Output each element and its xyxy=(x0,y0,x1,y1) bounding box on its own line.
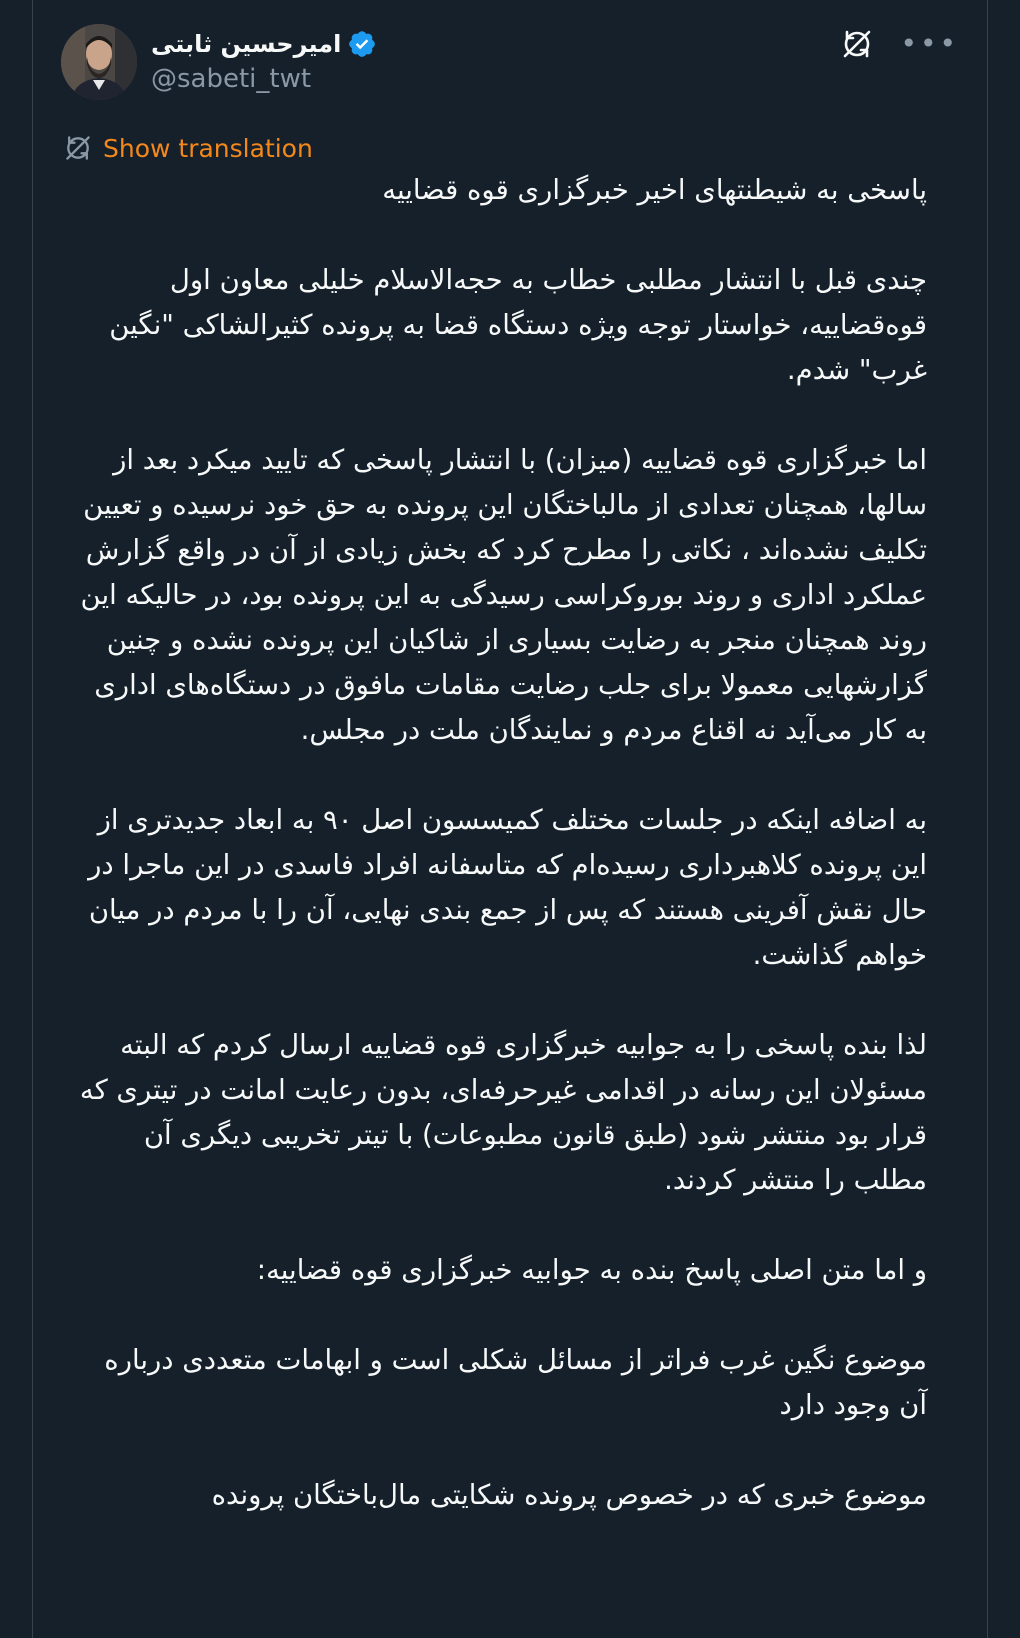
tweet-paragraph: و اما متن اصلی پاسخ بنده به جوابیه خبرگزاری قوه قضاییه: xyxy=(256,1254,927,1286)
tweet-paragraph: به اضافه اینکه در جلسات مختلف کمیسسون اصل ۹۰ به ابعاد جدیدتری از این پرونده کلاهبرداری رسیده‌ام که متاسفانه افراد فاسدی در این ماجرا در حال نقش آفرینی هستند که پس از جمع بندی نهایی، آن را با مردم در میان خواهم گذاشت. xyxy=(88,804,927,971)
tweet-paragraph: لذا بنده پاسخی را به جوابیه خبرگزاری قوه قضاییه ارسال کردم که البته مسئولان این رسانه در اقدامی غیرحرفه‌ای، بدون رعایت امانت در تیتری که قرار بود منتشر شود (طبق قانون مطبوعات) با تیتر تخریبی دیگری آن مطلب را منتشر کردند. xyxy=(79,1029,927,1196)
tweet-paragraph: اما خبرگزاری قوه قضاییه (میزان) با انتشار پاسخی که تایید میکرد بعد از سالها، همچنان تعدادی از مالباختگان این پرونده به حق خود نرسیده و تعیین تکلیف نشده‌اند ، نکاتی را مطرح کرد که بخش زیادی از آن در واقع گزارش عملکرد اداری و روند بوروکراسی رسیدگی به این پرونده بود، در حالیکه این روند همچنان منجر به رضایت بسیاری از شاکیان این پرونده نشده و چنین گزارشهایی معمولا برای جلب رضایت مقامات مافوق در دستگاه‌های اداری به کار می‌آید نه اقناع مردم و نمایندگان ملت در مجلس. xyxy=(80,444,927,746)
translation-row xyxy=(63,132,313,164)
tweet-text xyxy=(71,168,927,1563)
avatar-image xyxy=(61,24,137,100)
tweet-header xyxy=(61,24,959,104)
handle[interactable]: @sabeti_twt xyxy=(151,64,312,94)
verified-badge-icon[interactable] xyxy=(347,29,377,59)
header-actions xyxy=(840,24,959,64)
more-dots-icon[interactable]: ••• xyxy=(900,27,959,60)
tweet-paragraph: موضوع خبری که در خصوص پرونده شکایتی مال‌باختگان پرونده xyxy=(211,1479,927,1511)
tweet-paragraph: موضوع نگین غرب فراتر از مسائل شکلی است و ابهامات متعددی درباره آن وجود دارد xyxy=(104,1344,927,1421)
tweet-paragraph: چندی قبل با انتشار مطلبی خطاب به حجه‌الاسلام خلیلی معاون اول قوه‌قضاییه، خواستار توجه ویژه دستگاه قضا به پرونده کثیرالشاکی "نگین غرب" شدم. xyxy=(109,264,927,386)
avatar[interactable] xyxy=(61,24,137,100)
name-row xyxy=(151,26,377,62)
display-name[interactable]: امیرحسین ثابتی xyxy=(151,30,342,58)
show-translation-link[interactable]: Show translation xyxy=(103,133,313,163)
translate-off-icon[interactable] xyxy=(840,27,874,61)
translate-off-icon xyxy=(63,133,93,163)
author-names xyxy=(151,26,377,94)
tweet-card xyxy=(32,0,988,1638)
tweet-paragraph: پاسخی به شیطنتهای اخیر خبرگزاری قوه قضاییه xyxy=(382,174,927,206)
